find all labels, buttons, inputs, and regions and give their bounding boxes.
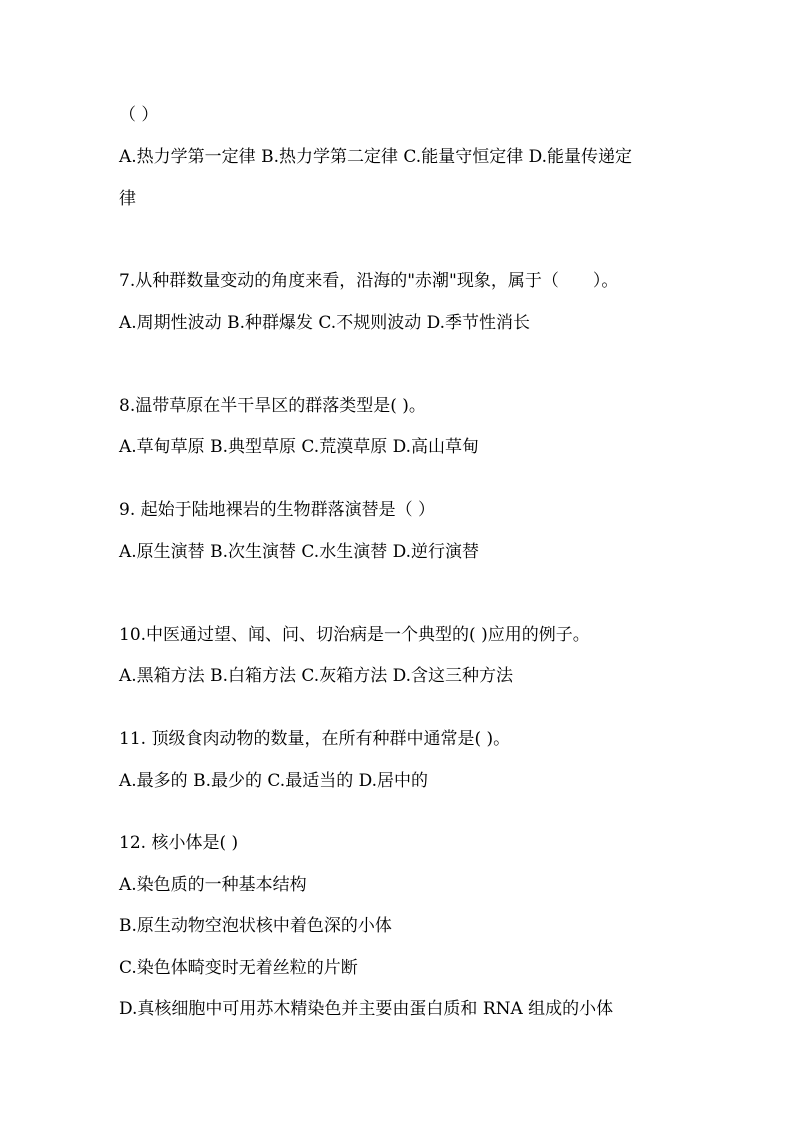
question-12-option-c: C.染色体畸变时无着丝粒的片断 — [119, 958, 358, 978]
question-11-text: 11. 顶级食肉动物的数量，在所有种群中通常是( )。 — [119, 729, 511, 749]
question-10-text: 10.中医通过望、闻、问、切治病是一个典型的( )应用的例子。 — [119, 625, 590, 645]
question-8-options: A.草甸草原 B.典型草原 C.荒漠草原 D.高山草甸 — [119, 437, 480, 457]
question-9-options: A.原生演替 B.次生演替 C.水生演替 D.逆行演替 — [119, 542, 480, 562]
question-7-options: A.周期性波动 B.种群爆发 C.不规则波动 D.季节性消长 — [119, 313, 531, 333]
question-7-text: 7.从种群数量变动的角度来看，沿海的"赤潮"现象，属于（ ）。 — [119, 271, 619, 291]
question-11-options: A.最多的 B.最少的 C.最适当的 D.居中的 — [119, 771, 429, 791]
question-6-options-continued: 律 — [119, 189, 136, 209]
question-12-option-b: B.原生动物空泡状核中着色深的小体 — [119, 916, 392, 936]
question-6-paren: （ ） — [119, 105, 159, 125]
question-9-text: 9. 起始于陆地裸岩的生物群落演替是（ ） — [119, 500, 436, 520]
question-10-options: A.黑箱方法 B.白箱方法 C.灰箱方法 D.含这三种方法 — [119, 666, 514, 686]
question-12-option-a: A.染色质的一种基本结构 — [119, 875, 307, 895]
question-12-text: 12. 核小体是( ) — [119, 833, 239, 853]
question-8-text: 8.温带草原在半干旱区的群落类型是( )。 — [119, 396, 426, 416]
question-6-options: A.热力学第一定律 B.热力学第二定律 C.能量守恒定律 D.能量传递定 — [119, 147, 633, 167]
question-12-option-d: D.真核细胞中可用苏木精染色并主要由蛋白质和 RNA 组成的小体 — [119, 999, 614, 1019]
